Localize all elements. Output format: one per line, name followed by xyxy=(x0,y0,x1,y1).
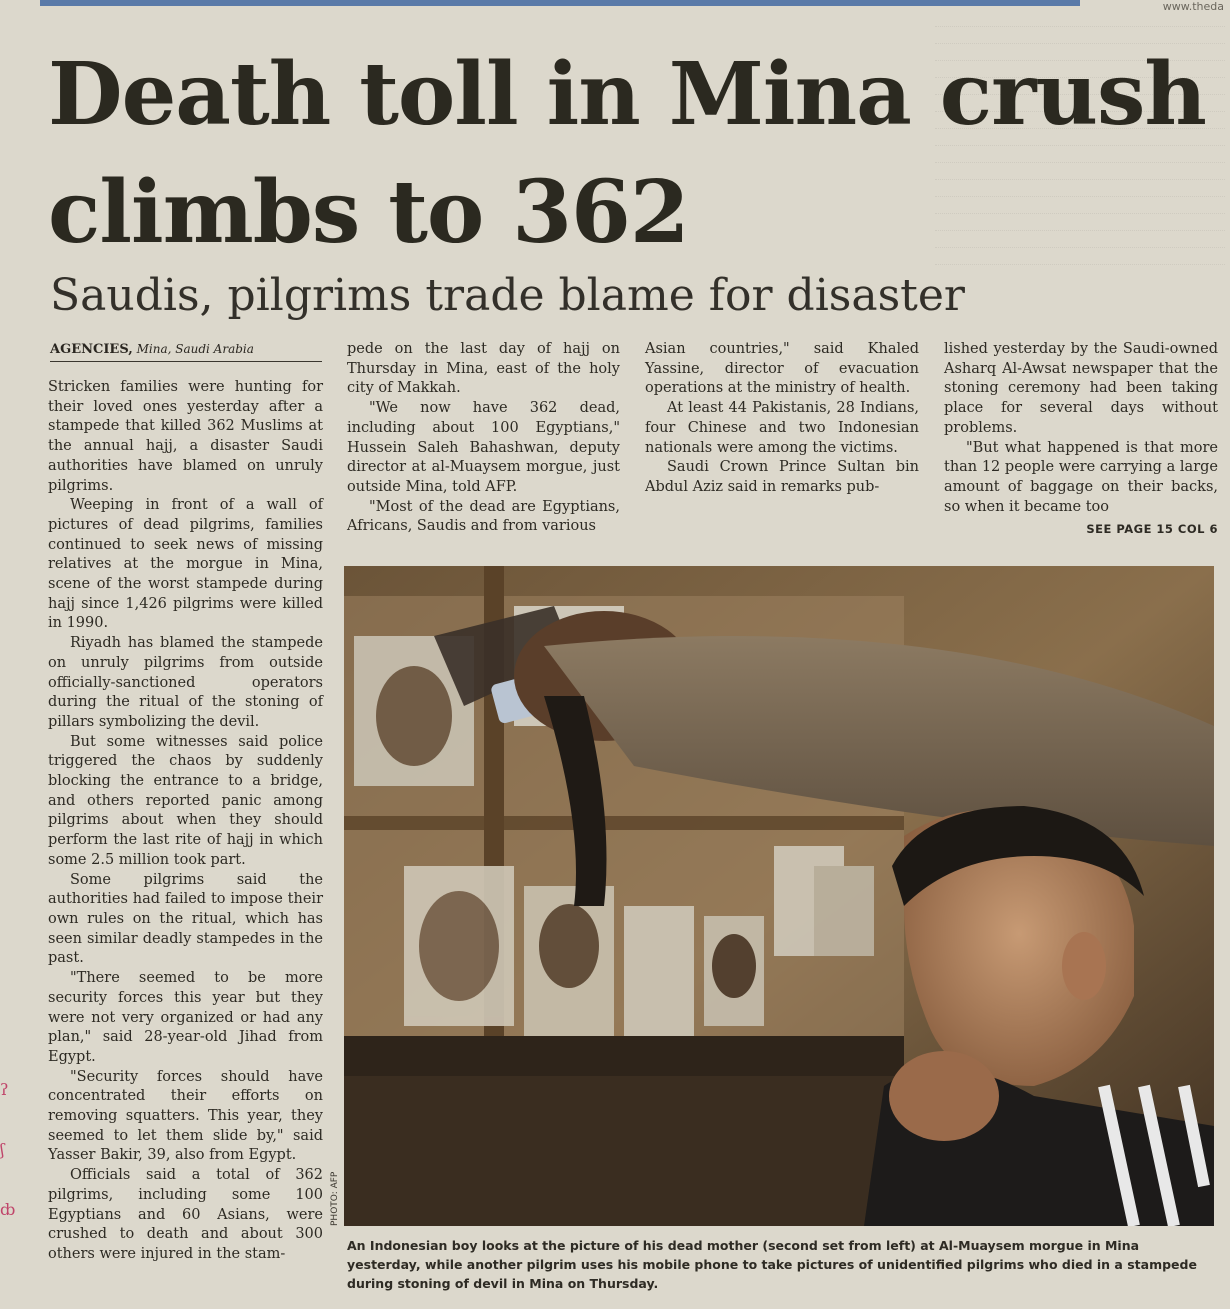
photo-credit-text: PHOTO: AFP xyxy=(330,1171,340,1226)
top-color-rule xyxy=(40,0,1080,6)
paragraph: "But what happened is that more than 12 people were carrying a large amount of baggage on their backs, so when it became too xyxy=(944,439,1218,515)
paragraph: Saudi Crown Prince Sultan bin Abdul Aziz said in remarks pub- xyxy=(645,459,919,495)
paragraph: pede on the last day of hajj on Thursday in Mina, east of the holy city of Makkah. xyxy=(347,341,620,397)
paragraph: "Most of the dead are Egyptians, Africans, Saudis and from various xyxy=(347,498,620,535)
paragraph: Some pilgrims said the authorities had failed to impose their own rules on the ritual, which has seen similar deadly stampedes in the past. xyxy=(48,871,323,967)
photo-credit xyxy=(328,1158,342,1228)
article-column-3 xyxy=(645,340,919,498)
margin-ink-marks: ʔ ʃ ȸ xyxy=(0,1080,16,1219)
paragraph: But some witnesses said police triggered the chaos by suddenly blocking the entrance to a bridge, and others reported panic among pilgrims about when they should perform the last rite of hajj in which some 2.5 million took part. xyxy=(48,733,323,868)
paragraph: "Security forces should have concentrated their efforts on removing squatters. This year, they seemed to let them slide by," said Yasser Bakir, 39, also from Egypt. xyxy=(48,1068,323,1164)
paragraph: "There seemed to be more security forces this year but they were not very organized or had any plan," said 28-year-old Jihad from Egypt. xyxy=(48,970,323,1065)
site-url: www.theda xyxy=(1162,0,1224,13)
paragraph: lished yesterday by the Saudi-owned Asharq Al-Awsat newspaper that the stoning ceremony had been taking place for several days without problems. xyxy=(944,341,1218,436)
paragraph: "We now have 362 dead, including about 100 Egyptians," Hussein Saleh Bahashwan, deputy director at al-Muaysem morgue, just outside Mina, told AFP. xyxy=(347,400,620,495)
paragraph: Asian countries," said Khaled Yassine, director of evacuation operations at the ministry of health. xyxy=(645,341,919,397)
article-column-4 xyxy=(944,340,1218,540)
byline-place: Mina, Saudi Arabia xyxy=(136,342,254,356)
article-column-1 xyxy=(48,378,323,1265)
headline-line-2: climbs to 362 xyxy=(48,162,689,263)
paragraph: Officials said a total of 362 pilgrims, including some 100 Egyptians and 60 Asians, were crushed to death and about 300 others were injured in the stam- xyxy=(48,1167,323,1262)
paragraph: Weeping in front of a wall of pictures of dead pilgrims, families continued to seek news of missing relatives at the morgue in Mina, scene of the worst stampede during hajj since 1,426 pilgrims were killed in 1990. xyxy=(48,497,323,632)
paragraph: Stricken families were hunting for their loved ones yesterday after a stampede that killed 362 Muslims at the annual hajj, a disaster Saudi authorities have blamed on unruly pilgrims. xyxy=(48,379,323,494)
headline xyxy=(48,36,1228,272)
photo-illustration xyxy=(344,566,1214,1226)
byline xyxy=(50,342,322,362)
headline-line-1: Death toll in Mina crush xyxy=(48,44,1206,145)
byline-agency: AGENCIES, xyxy=(50,342,133,357)
subheadline: Saudis, pilgrims trade blame for disaster xyxy=(50,270,965,321)
news-photo xyxy=(344,566,1214,1226)
photo-caption: An Indonesian boy looks at the picture of his dead mother (second set from left) at Al-Muaysem morgue in Mina yesterday, while another pilgrim uses his mobile phone to take pictures of unidentified pilgrims who died in a stampede during stoning of devil in Mina on Thursday. xyxy=(347,1238,1197,1291)
article-column-2 xyxy=(347,340,620,537)
continued-on-page-note: SEE PAGE 15 COL 6 xyxy=(1086,522,1218,537)
paragraph: Riyadh has blamed the stampede on unruly pilgrims from outside officially-sanctioned operators during the ritual of the stoning of pillars symbolizing the devil. xyxy=(48,635,323,730)
paragraph: At least 44 Pakistanis, 28 Indians, four Chinese and two Indonesian nationals were among the victims. xyxy=(645,400,919,456)
